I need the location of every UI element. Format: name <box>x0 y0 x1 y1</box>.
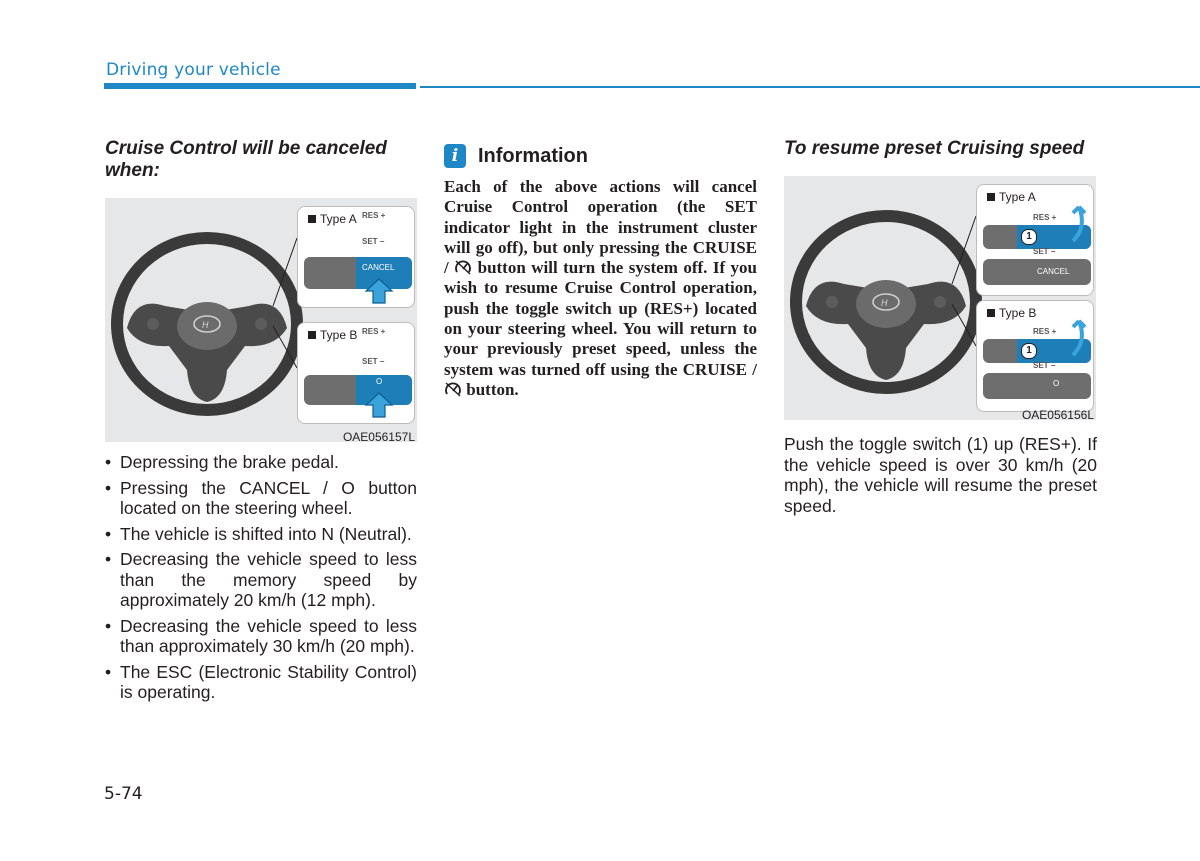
type-b-inset <box>297 322 415 424</box>
information-header <box>444 142 757 170</box>
svg-text:H: H <box>202 321 209 331</box>
figure-code: OAE056156L <box>1021 408 1094 422</box>
header-title: Driving your vehicle <box>106 60 281 80</box>
steering-wheel-resume-figure <box>784 176 1096 420</box>
type-b-label: Type B <box>306 328 359 342</box>
up-arrow-icon <box>1069 317 1089 357</box>
cancel-conditions-heading: Cruise Control will be canceled when: <box>105 138 387 181</box>
resume-speed-heading: To resume preset Cruising speed <box>784 138 1085 159</box>
cruise-speedometer-icon <box>454 259 472 275</box>
set-label: SET − <box>362 237 385 246</box>
list-item: • Pressing the CANCEL / O button located on the steering wheel. <box>105 477 417 518</box>
up-arrow-icon <box>1069 203 1089 243</box>
info-icon: i <box>444 144 466 168</box>
header-rule-thick <box>104 83 416 89</box>
callout-1: 1 <box>1021 343 1037 359</box>
information-box <box>444 138 757 400</box>
cancel-conditions-list <box>105 452 417 703</box>
o-button-label: O <box>376 377 383 386</box>
res-label: RES + <box>1033 213 1057 222</box>
type-a-inset <box>976 184 1094 296</box>
list-item: • Depressing the brake pedal. <box>105 452 339 472</box>
list-item: • Decreasing the vehicle speed to less than approximately 30 km/h (20 mph). <box>105 615 417 656</box>
cruise-speedometer-icon <box>444 381 462 397</box>
type-a-inset <box>297 206 415 308</box>
res-label: RES + <box>362 211 386 220</box>
type-b-label: Type B <box>985 306 1038 320</box>
information-title: Information <box>478 144 588 167</box>
type-b-inset <box>976 300 1094 412</box>
o-block <box>983 373 1091 399</box>
svg-text:H: H <box>881 299 888 309</box>
set-label: SET − <box>1033 361 1056 370</box>
figure-code: OAE056157L <box>342 430 415 444</box>
cancel-button-label: CANCEL <box>362 263 395 272</box>
list-item: • The vehicle is shifted into N (Neutral). <box>105 523 412 544</box>
set-label: SET − <box>362 357 385 366</box>
steering-wheel-cancel-figure <box>105 198 417 442</box>
resume-instructions: Push the toggle switch (1) up (RES+). If the vehicle speed is over 30 km/h (20 mph), the vehicle will resume the preset speed. <box>784 434 1097 516</box>
o-label: O <box>1053 379 1060 388</box>
header-rule-thin <box>420 86 1200 88</box>
press-arrow-icon <box>364 277 394 305</box>
list-item: • Decreasing the vehicle speed to less than the memory speed by approximately 20 km/h (12 mph). <box>105 549 417 610</box>
information-body: Each of the above actions will cancel Cruise Control operation (the SET indicator light in the instrument cluster will go off), but only pressing the CRUISE / button will turn the system off. If you wish to resume Cruise Control operation, push the toggle switch up (RES+) located on your steering wheel. You will return to your previously preset speed, unless the system was turned off using the CRUISE / button. <box>444 177 757 399</box>
right-column <box>784 138 1097 516</box>
set-label: SET − <box>1033 247 1056 256</box>
page-number: 5-74 <box>104 784 143 804</box>
press-arrow-icon <box>364 391 394 419</box>
left-column <box>105 138 417 708</box>
type-a-label: Type A <box>306 212 359 226</box>
cancel-label: CANCEL <box>1037 267 1070 276</box>
callout-1: 1 <box>1021 229 1037 245</box>
res-label: RES + <box>362 327 386 336</box>
type-a-label: Type A <box>985 190 1038 204</box>
list-item: • The ESC (Electronic Stability Control) is operating. <box>105 661 417 702</box>
res-label: RES + <box>1033 327 1057 336</box>
